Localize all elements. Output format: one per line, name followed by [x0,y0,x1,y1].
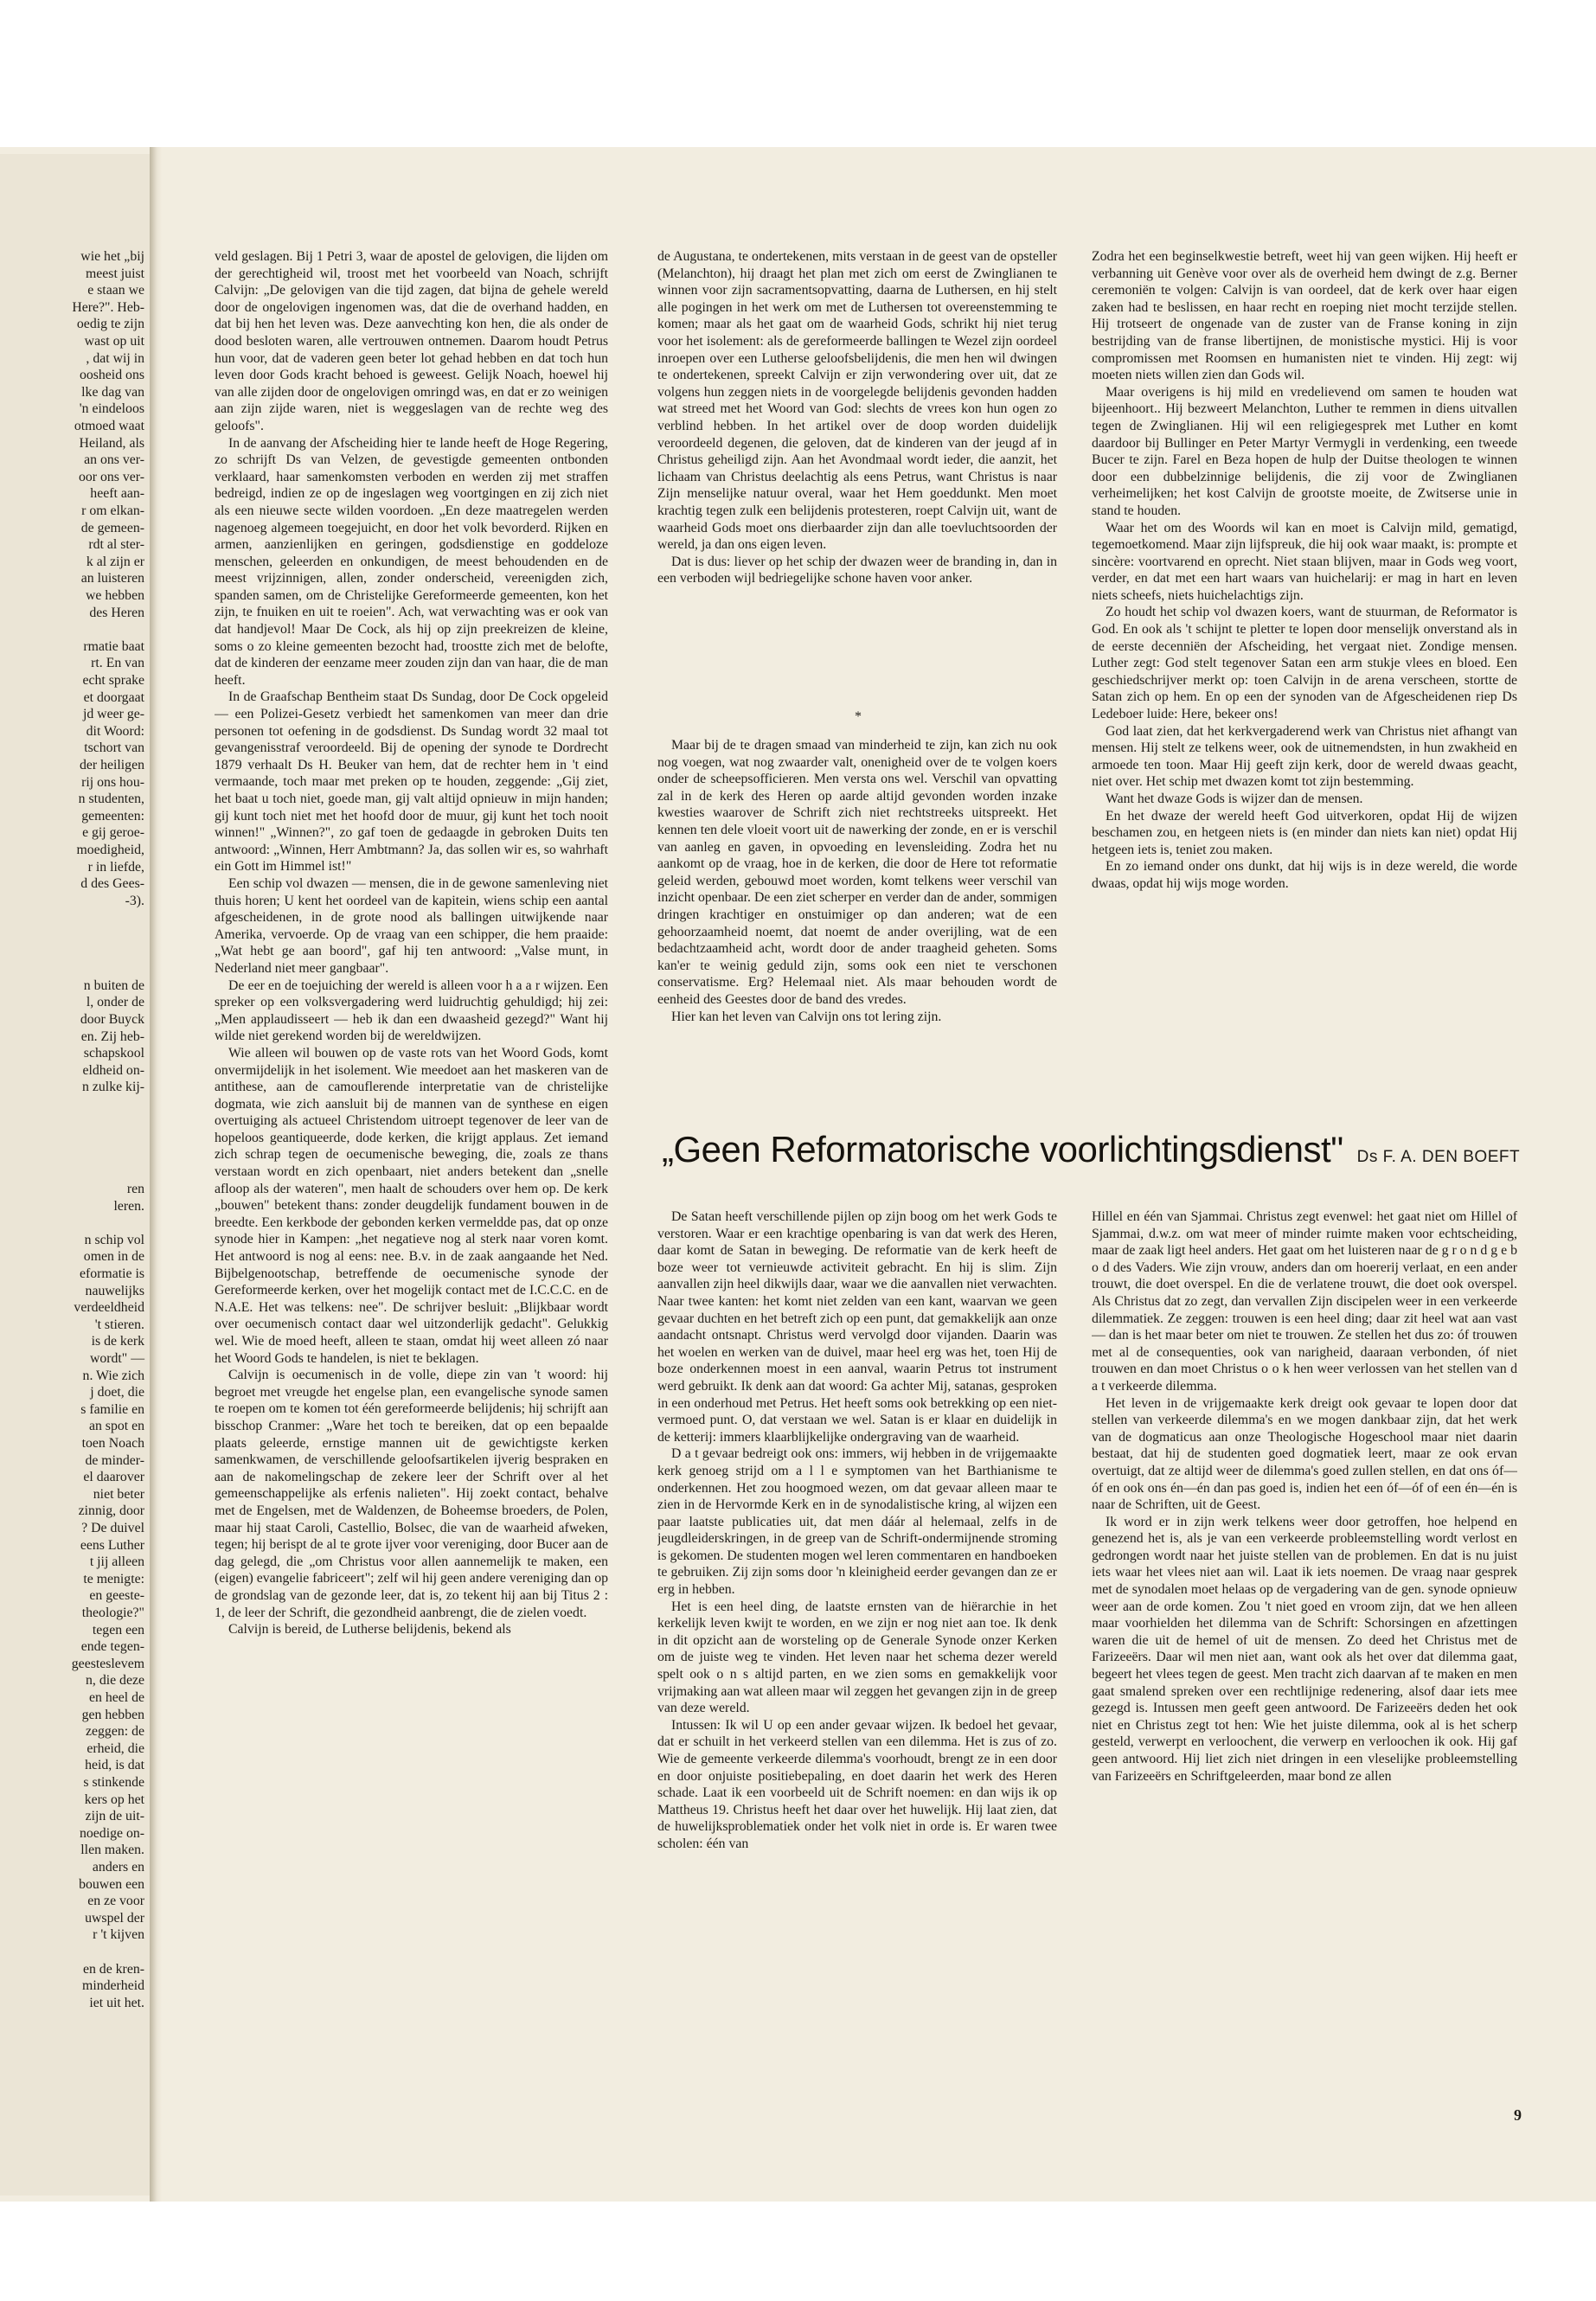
left-page-fragment: oedig te zijn [76,317,144,332]
left-page-fragment: omen in de [83,1249,144,1265]
left-page-fragment: zinnig, door [78,1503,144,1519]
paragraph: De Satan heeft verschillende pijlen op zijn boog om het werk Gods te verstoren. Waar er een krachtige openbaring is van dat werk des Heren, daar komt de Satan in beweging. De reformatie van de kerk heeft de boze weer tot vernieuwde activiteit gebracht. En hij is slim. Zijn aanvallen zijn heel dikwijls daar, waar we die aanvallen niet verwachten. Naar twee kanten: het komt niet zelden van een kant, waarvan we geen gevaar duchten en het betreft zich op een punt, dat gemakkelijk aan onze aandacht ontsnapt. Christus werd vervolgd door vijanden. Daarin was het woelen en werken van de duivel, maar heel erg was het, toen Hij de boze onderkennen moest in een aanval, waarin Petrus tot instrument werd gebruikt. Ik denk aan dat woord: Ga achter Mij, satanas, gesproken in een onderhoud met Petrus. Het heeft soms ook betrekking op een niet-vermoed punt. O, dat verstaan we wel. Satan is er klaar en duidelijk in de ketterij: immers klaarblijkelijke ondergraving van de waarheid. [657,1209,1057,1445]
left-page-fragment: erheid, die [87,1740,144,1756]
article-column-b [1092,1208,1517,2073]
column-2 [657,248,1057,702]
left-page-fragment: ren [126,1182,144,1196]
left-page-fragment: toen Noach [81,1436,144,1451]
left-page-fragment: jd weer ge- [82,707,144,722]
left-page-fragment: l, onder de [86,995,144,1010]
section-divider-star: * [855,709,862,724]
paragraph: veld geslagen. Bij 1 Petri 3, waar de apostel de gelovigen, die lijden om der gerechtigheid wil, troost met het voorbeeld van Noach, schrijft Calvijn: „De gelovigen van die tijd zagen, dat bijna de gehele wereld door de ongelovigen ingenomen was, dat die de overhand hadden, en dat bij hen het leven was. Deze aanvechting kon hen, die als onder de dood besloten waren, alle vertrouwen ontnemen. Daarom houdt Petrus hun voor, dat de vaderen geen beter lot gehad hebben en dat toch hun leven door Gods kracht behoed is geweest. Gelijk Noach, hoewel hij van alle zijden door de ongelovigen omringd was, en dat er zo weinigen aan zijn zijde waren, niet is weggeslagen van de rechte weg des geloofs". [215,249,608,433]
left-page-fragment: meest juist [85,266,144,281]
left-page-fragment: gen hebben [81,1707,144,1722]
left-page-fragment: n, die deze [86,1673,144,1689]
left-page-fragment: Here?". Heb- [72,299,144,315]
left-page-fragment: iet uit het. [89,1995,144,2010]
column-1 [215,248,608,2048]
left-page-fragment: echt sprake [82,673,144,688]
left-page-fragment: verdeeldheid [74,1300,144,1316]
left-page-fragment: an luisteren [80,571,144,586]
paragraph: De eer en de toejuiching der wereld is alleen voor h a a r wijzen. Een spreker op een volksvergadering werd luidruchtig gehuldigd; hij zei: „Men applaudisseert — heb ik dan een dwaasheid gezegd?" Want hij wilde niet gerekend worden bij de wereldwijzen. [215,977,608,1044]
paragraph: Want het dwaze Gods is wijzer dan de mensen. [1106,792,1363,806]
left-page-fragment: en ze voor [87,1894,144,1909]
left-page-fragment: n schip vol [84,1232,144,1247]
paragraph: Zodra het een beginselkwestie betreft, weet hij van geen wijken. Hij heeft er verbanning uit Genève voor over als de overheid hem dwingt de z.g. Berner ceremoniën te volgen: Calvijn is van oordeel, dat de kerk over haar eigen zaken had te beslissen, en haar recht en roeping niet mocht terzijde stellen. Hij trotseert de ongenade van de zuster van de Franse koning in zijn bestrijding van de franse libertijnen, de monistische mystici. Hij is voor compromissen met Roomsen en humanisten niet te vinden. Hij zegt: wij moeten niets willen zien dan Gods wil. [1092,249,1517,383]
left-page-fragment: noedige on- [79,1825,144,1841]
left-page-fragment: zijn de uit- [85,1809,144,1824]
paragraph: Hillel en één van Sjammai. Christus zegt evenwel: het gaat niet om Hillel of Sjammai, d.w.z. om wat meer of minder ruimte maken voor echtscheiding, maar de zaak ligt heel anders. Het gaat om het luisteren naar de g r o n d g e b o d des Vaders. Wie zijn vrouw, anders dan om hoererij verlaat, en een ander trouwt, die doet overspel. En die de verlatene trouwt, die doet ook overspel. Als Christus dat zo zegt, dan vervallen Zijn discipelen weer in een verkeerde dilemmatiek. Ze zeggen: trouwen is een heel ding; daar zit heel wat aan vast — dan is het maar beter om niet te trouwen. Ze stellen het dus zo: óf trouwen met al de consequenties, ook van narigheid, daaraan verbonden, óf niet trouwen en dan moet Christus o o k hen weer verlossen van het stellen van d a t verkeerde dilemma. [1092,1209,1517,1394]
left-page-fragment: en geeste- [89,1588,144,1604]
left-page-fragment: 't stieren. [94,1317,144,1332]
left-page-fragment: wast op uit [84,334,144,349]
left-page-fragment: niet beter [93,1486,144,1502]
paragraph: Het leven in de vrijgemaakte kerk dreigt ook gevaar te lopen door dat stellen van verkeerde dilemma's en we mogen dankbaar zijn, dat het werk van de dogmaticus aan onze Theologische Hogeschool maar niet daarin bestaat, dat hij de studenten goed dogmatiek leert, maar ze ook ervan overtuigt, dat ze altijd weer de dilemma's goed zullen stellen, en dat ons óf—óf en ook ons én—én dan pas goed is, indien het een óf—óf of een én—én is naar de Schriften, uit de Geest. [1092,1395,1517,1513]
left-page-fragment: s familie en [80,1401,144,1417]
paragraph: Het is een heel ding, de laatste ernsten van de hiërarchie in het kerkelijk leven kwijt te worden, en we zijn er nog niet aan toe. Ik denk in dit opzicht aan de worsteling op de Generale Synode onzer Kerken om de juiste weg te vinden. Het leven naar het schema dezer wereld spelt ook o n s altijd parten, en we zien soms en gemakkelijk voor vrijmaking aan wat alleen maar wil zeggen het gevangen zijn in de greep van deze wereld. [657,1599,1057,1716]
left-page-fragment: des Heren [89,605,144,620]
left-page-fragment: et doorgaat [83,689,144,705]
page-crease [150,147,162,2202]
left-page-fragment: an spot en [88,1419,144,1434]
left-page-fragment: 'n eindeloos [79,401,144,417]
article-author: Ds F. A. DEN BOEFT [1356,1148,1521,1166]
left-page-fragment: wordt" — [89,1351,144,1366]
page-number: 9 [1514,2106,1522,2124]
left-page-fragment: bouwen een [79,1876,144,1892]
paragraph: En het dwaze der wereld heeft God uitverkoren, opdat Hij de wijzen beschamen zou, en hetgeen niets is (en minder dan niets kan niet) opdat Hij hetgeen iets is, teniet zou maken. [1092,808,1517,857]
left-page-fragment: en. Zij heb- [80,1029,144,1044]
column-3 [1092,248,1517,1100]
left-page-fragment: n zulke kij- [82,1080,144,1095]
left-page-fragment: eens Luther [80,1537,144,1553]
left-page-fragment: e gij geroe- [82,825,144,841]
left-page-fragment: zeggen: de [86,1724,144,1740]
left-page-fragment: de gemeen- [80,520,144,535]
left-page-fragment: n buiten de [83,977,144,993]
paragraph: Calvijn is bereid, de Lutherse belijdenis, bekend als [228,1622,511,1638]
left-page-fragment: geesteslevem [71,1656,144,1671]
left-page-fragment: -3). [125,893,144,908]
paragraph: Zo houdt het schip vol dwazen koers, want de stuurman, de Reformator is God. En ook als 't schijnt te pletter te lopen door menselijk onverstand als in de eerste decenniën der Afscheiding, het vergaat niet. Zondige mensen. Luther zegt: God stelt tegenover Satan een arm stukje vlees en bloed. Een geschiedschrijver merkt op: toen Calvijn in de arena verscheen, stortte de Satan zich op hem. En op een der synoden van de Afgescheidenen riep Ds Ledeboer luide: Here, bekeer ons! [1092,605,1517,722]
left-page-fragment: rt. En van [91,656,144,671]
left-page-fragment: ? De duivel [81,1521,144,1535]
left-page-fragment: j doet, die [90,1385,144,1400]
paragraph: Hier kan het leven van Calvijn ons tot lering zijn. [671,1009,942,1024]
left-page-fragment: de minder- [85,1452,144,1468]
left-page-fragment: k al zijn er [86,554,144,569]
paragraph: Ik word er in zijn werk telkens weer door getroffen, hoe helpend en genezend het is, als je van een verkeerde probleemstelling wordt verlost en gedrongen wordt naar het juiste stellen van de problemen. En dat is nu juist iets waar het vlees niet aan wil. Laat ik iets noemen. De vraag naar gesprek met de synodalen moet helaas op de vergadering van de gen. synode opnieuw weer aan de orde komen. Zou 't niet goed en vroom zijn, dat we hen alleen maar voorhielden het dilemma van de Schrift: Schorsingen en afzettingen waren die uit de hemel of uit de mensen. Zo deed het Christus met de Farizeeërs. Daar wil men niet aan, want ook als het over dat dilemma gaat, begeert het vlees tegen de geest. Men tracht zich daarvan af te maken en men gaat smalend spreken over een rechtlijnige redenering, alsof daar iets mee gezegd is. Intussen men geeft geen antwoord. De Farizeeërs deden het ook niet en Christus zegt tot hen: Wie het juiste dilemma, ook al is het scherp gesteld, verwerpt en verloochent, die verwerp en verloochen ik ook. Hij gaf geen antwoord. Hij liet zich niet dringen in een vleselijke probleemstelling van Farizeeërs en Schriftgeleerden, maar bond ze allen [1092,1514,1517,1784]
left-page-fragment: t jij alleen [89,1554,144,1570]
paragraph: Intussen: Ik wil U op een ander gevaar wijzen. Ik bedoel het gevaar, dat er schuilt in het verkeerd stellen van een dilemma. Het is zus of zo. Wie de gemeente verkeerde dilemma's voorhoudt, brengt ze in een door en door onjuiste positiebepaling, en doet daarin het werk des Heren schade. Laat ik een voorbeeld uit de Schrift noemen: en dan wijs ik op Mattheus 19. Christus heeft het daar over het huwelijk. Hij laat zien, dat de huwelijksproblematiek onder het volk niet in orde is. Er waren twee scholen: één van [657,1717,1057,1851]
paragraph: D a t gevaar bedreigt ook ons: immers, wij hebben in de vrijgemaakte kerk genoeg strijd om a l l e symptomen van het Barthianisme te onderkennen. Het zou hoogmoed wezen, om dat gevaar alleen maar te zien in de Hervormde Kerk en in de synodalistische kring, al wijzen een paar laatste publicaties uit, dat men dáár al helemaal, zelfs in de jeugdleiderskringen, in de greep van de Schrift-ondermijnende stroming is gekomen. De studenten mogen wel leren commentaren en handboeken te gebruiken. Zij zijn soms door 'n kleinigheid eerder gevangen dan ze er erg in hebben. [657,1446,1057,1598]
left-page-fragment: heid, is dat [85,1758,144,1773]
left-page-fragment: der heiligen [79,758,144,772]
left-page-fragment: rmatie baat [83,638,144,654]
left-page-fragment: is de kerk [91,1334,144,1349]
article-column-a [657,1208,1057,2073]
left-page-fragment: wie het „bij [80,249,144,264]
column-2-continued [657,737,1057,1100]
left-page-fragment: , dat wij in [86,350,144,366]
left-page-fragment: r 't kijven [93,1927,144,1943]
paragraph: In de Graafschap Bentheim staat Ds Sundag, door De Cock opgeleid — een Polizei-Gesetz verbiedt het samenkomen van meer dan drie personen tot oefening in de godsdienst. Ds Sundag wordt 32 maal tot gevangenisstraf veroordeeld. Bij de opening der synode te Dordrecht 1879 verhaalt Ds H. Beuker van hem, dat de rechter hem in 't eind vermaande, toch maar met preken op te houden, zeggende: „Gij ziet, het baat u toch niet, goede man, gij valt altijd opnieuw in mijn handen; gij kunt toch niet met het hoofd door de muur, gij kunt het toch nooit winnen!" „Winnen?", zo gaf toen de gedaagde in gebroken Duits ten antwoord: „Winnen, Herr Ambtmann? Ja, das sollen wir es, so wahrhaft ein Gott im Himmel ist!" [215,689,608,875]
left-page-fragment: otmoed waat [74,419,144,433]
paragraph: Een schip vol dwazen — mensen, die in de gewone samenleving niet thuis horen; U kent het oordeel van de kapitein, wiens schip een aantal afgescheidenen, in de grote nood als ballingen uitwijkende naar Amerika, vervoerde. Op de vraag van een schipper, die hem praaide: „Wat hebt ge aan boord", gaf hij ten antwoord: „Valse munt, in Nederland niet meer gangbaar". [215,875,608,976]
left-page-fragment: an ons ver- [84,452,144,468]
paragraph: In de aanvang der Afscheiding hier te lande heeft de Hoge Regering, zo schrijft Ds van Velzen, de gevestigde gemeenten ontbonden verklaard, haar samenkomsten verboden en werden zij met straffen bedreigd, indien ze op de ingeslagen weg voortgingen en zij zich niet als een nieuwe secte wilden voordoen. „En deze maatregelen werden nagenoeg algemeen toegejuicht, en door het volk bevorderd. Rijken en armen, aanzienlijken en geringen, godsdienstige en goddeloze menschen, geleerden en onkundigen, de meest behoudenden en de meest vrijzinnigen, allen, zonder onderscheid, vereenigden zich, spanden samen, om de Christelijke Gereformeerde gemeenten, kon het zijn, te fnuiken en uit te roeien". Ach, wat verwachting was er ook van dat handjevol! Maar De Cock, als hij op zijn preekreizen de kleine, soms o zo kleine gemeenten bezocht had, troostte zich met de belofte, dat de kinderen der eenzame meer zouden zijn dan van haar, die de man heeft. [215,435,608,688]
left-page-fragment: tegen een [92,1622,144,1638]
left-page-fragment: n studenten, [78,792,144,807]
left-page-fragment: te menigte: [83,1571,144,1586]
left-page-fragment: rdt al ster- [88,537,144,553]
left-page-fragment: minderheid [82,1978,144,1994]
left-page-fragment: schapskool [83,1046,144,1061]
left-page-fragment: d des Gees- [80,876,144,892]
left-page-fragment: llen maken. [80,1843,144,1858]
left-page-fragment: el daarover [83,1470,144,1485]
paragraph: de Augustana, te ondertekenen, mits verstaan in de geest van de opsteller (Melanchton), hij draagt het plan met zich om eerst de Zwinglianen te winnen voor zijn sacramentsopvatting, daarna de Luthersen, en hij stelt alle pogingen in het werk om met de Luthersen tot overeenstemming te komen; maar als het gaat om de waarheid Gods, schrikt hij niet terug voor het isolement: als de gereformeerde ballingen te Wezel zijn oordeel inroepen over een Lutherse geloofsbelijdenis, die men hen wil dwingen te ondertekenen, spreekt Calvijn er zijn verwondering over uit, dat ze volgens hun zeggen niets in de voorgelegde belijdenis gevonden hadden wat streed met het Woord van God: slechts de vrees kon hun ogen zo verblind hebben. In het artikel over de doop worden duidelijk veroordeeld degenen, die geloven, dat de kinderen van der jeugd af in Christus geheiligd zijn. Aan het Avondmaal wordt ieder, die aanzit, het lichaam van Christus deelachtig als eens Petrus, want Christus is naar Zijn menselijke natuur overal, waar het Hem goeddunkt. Men moet krachtig tegen zulk een belijdenis protesteren, roept Calvijn uit, want de waarheid Gods moet ons dierbaarder zijn dan alle toevluchtsoorden der wereld, ja dan ons eigen leven. [657,249,1057,553]
paragraph: Maar bij de te dragen smaad van minderheid te zijn, kan zich nu ook nog voegen, wat nog zwaarder valt, onenigheid over de te volgen koers onder de scheepsofficieren. Men versta ons wel. Verschil van opvatting zal in de kerk des Heren op aarde altijd gevonden worden inzake kwesties waarover de Schrift zich niet rechtstreeks uitspreekt. Het kennen ten dele vloeit voort uit de nawerking der zonde, en er is verschil van aanleg en gaven, in opvoeding en levensleiding. Zodra het nu aankomt op de vraag, hoe in de kerken, die door de Here tot reformatie geleid werden, gebouwd moet worden, komt telkens weer verschil van inzicht openbaar. De een ziet scherper en verder dan de ander, sommigen dringen krachtiger en onstuimiger op dan anderen; wat de een gehoorzaamheid noemt, dat noemt de ander overijling, wat de een bedachtzaamheid acht, wordt door de ander traagheid geheten. Soms kan'er te weinig geduld zijn, soms ook een niet te verschonen conservatisme. Erg? Helemaal niet. Als maar behouden wordt de eenheid des Geestes door de band des vredes. [657,738,1057,1007]
left-page-fragment: Heiland, als [79,435,144,451]
paragraph: Waar het om des Woords wil kan en moet is Calvijn mild, gematigd, tegemoetkomend. Maar zijn lijfspreuk, die hij ook waar maakt, is: prompte et sincère: voortvarend en oprecht. Niet staan blijven, maar in Gods weg voort, verder, en dat met een hart waars van huichelarij: er mag in hart en leven niets scheefs, niets huichelachtigs zijn. [1092,520,1517,603]
left-page-fragment: eformatie is [79,1266,144,1281]
left-page-fragment: gemeenten: [81,808,144,824]
left-page-fragment: r om elkan- [81,503,144,518]
left-page-fragment: nauwelijks [85,1283,144,1298]
left-page-fragment: door Buyck [80,1012,144,1027]
paragraph: En zo iemand onder ons dunkt, dat hij wijs is in deze wereld, die worde dwaas, opdat hij wijs moge worden. [1092,859,1517,891]
left-page-fragment: oosheid ons [79,368,144,383]
left-page-fragment: eldheid on- [82,1062,144,1078]
left-page-fragment: tschort van [84,740,144,756]
left-page-fragment: leren. [113,1198,144,1214]
left-page-fragment: kers op het [84,1791,144,1807]
left-page-fragment: theologie?" [81,1606,144,1620]
left-page-fragment: en de kren- [82,1961,144,1977]
left-page-fragment: we hebben [86,588,144,603]
left-page-fragment: ende tegen- [80,1639,144,1655]
left-page-fragment: oor ons ver- [78,469,144,484]
paragraph: God laat zien, dat het kerkvergaderend werk van Christus niet afhangt van mensen. Hij stelt ze telkens weer, ook de uitnemendsten, in hun zwakheid en armoede ten toon. Maar Hij geeft zijn kerk, door de wereld dwaas geacht, niet over. Het schip met dwazen komt tot zijn bestemming. [1092,723,1517,790]
paragraph: Wie alleen wil bouwen op de vaste rots van het Woord Gods, komt onvermijdelijk in het isolement. Wie meedoet aan het maskeren van de antithese, aan de camouflerende interpretatie van de christelijke dogmata, wie zich aansluit bij de mannen van de synthese en eigen overtuiging als actueel Christendom uitroept tegenover de leer van de hopeloos geantiqueerde, dode kerken, die krijgt applaus. Zet iemand zich schrap tegen de oecumenische beweging, die, zoals ze thans verstaan wordt en zich openbaart, niet anders betekent dan „snelle afloop als der wateren", men haalt de schouders over hem op. De kerk „bouwen" betekent thans: zonder deugdelijk fundament bouwen in de breedte. Een kerkbode der gebonden kerken vermeldde pas, dat op onze synode hier in Kampen: „het negatieve nog al sterk naar voren komt. Het antwoord is nog al eens: nee. B.v. in de zaak aangaande het Ned. Bijbelgenootschap, betreffende de oecumenische synode der Gereformeerde kerken, over het mogelijk contact met de I.C.C.C. en de N.A.E. Het was telkens: nee". De schrijver besluit: „Blijkbaar wordt over oecumenisch contact daar wel uitzonderlijk gedacht". Gelukkig wel. Wie de moed heeft, alleen te staan, omdat hij weet alleen zó naar het Woord Gods te handelen, is niet te beklagen. [215,1045,608,1366]
paragraph: Maar overigens is hij mild en vredelievend om samen te houden wat bijeenhoort.. Hij bezweert Melanchton, Luther te remmen in diens uitvallen tegen de Zwinglianen. Hij wil een religiegesprek met Luther en komt daardoor bij Bullinger en Peter Martyr Vermygli in verdenking, een tweede Bucer te zijn. Farel en Beza hopen de hulp der Duitse theologen te winnen door een dubbelzinnige belijdenis, die zij voor de Zwinglianen verheimelijken; het kost Calvijn de grootste moeite, de Zwitserse unie in stand te houden. [1092,384,1517,518]
paragraph: Dat is dus: liever op het schip der dwazen weer de branding in, dan in een verboden wijl bedriegelijke schone haven voor anker. [657,554,1057,586]
left-page-fragment: rij ons hou- [81,774,144,790]
left-page-fragment: n. Wie zich [82,1368,144,1383]
left-page-fragment: uwspel der [85,1910,144,1926]
left-page-fragment: r in liefde, [87,859,144,875]
paragraph: Calvijn is oecumenisch in de volle, diepe zin van 't woord: hij begroet met vreugde het engelse plan, een evangelische synode samen te roepen om te komen tot één gereformeerde belijdenis; hij schrijft aan bisschop Cranmer: „Ware het toch te bereiken, dat op een bepaalde plaats geleerde, ernstige mannen uit de gewichtigste kerken samenkwamen, de verschillende geloofsartikelen ijverig bespraken en aan de nakomelingschap de zekere leer der Schrift over al het gemeenschappelijke als erfenis nalieten". Hij zoekt contact, behalve met de Engelsen, met de Waldenzen, de Boheemse broeders, de Polen, maar hij staat Caroli, Castellio, Bolsec, die van de waarheid afweken, tegen; hij berispt de al te grote ijver voor vereniging, door Bucer aan de dag gelegd, die „om Christus voor allen aannemelijk te maken, een (eigen) evangelie fabriceert"; zelf wil hij geen andere vereniging dan op de grondslag van de gezonde leer, dat is, zo tekent hij aan bij Titus 2 : 1, de leer der Schrift, die gezondheid aanbrengt, die de zielen voedt. [215,1368,608,1620]
left-page-fragment: anders en [92,1860,144,1875]
left-page-edge [0,154,153,2195]
article-title: „Geen Reformatorische voorlichtingsdienst" [662,1129,1343,1170]
left-page-fragment: s stinkende [83,1775,144,1790]
left-page-fragment: lke dag van [81,384,144,400]
left-page-fragment: e staan we [87,283,144,298]
left-page-fragment: dit Woord: [86,723,144,739]
left-page-fragment: heeft aan- [90,486,144,502]
left-page-fragment: en heel de [88,1690,144,1705]
left-page-fragment: moedigheid, [76,843,144,857]
article-headline [662,1129,1557,1181]
